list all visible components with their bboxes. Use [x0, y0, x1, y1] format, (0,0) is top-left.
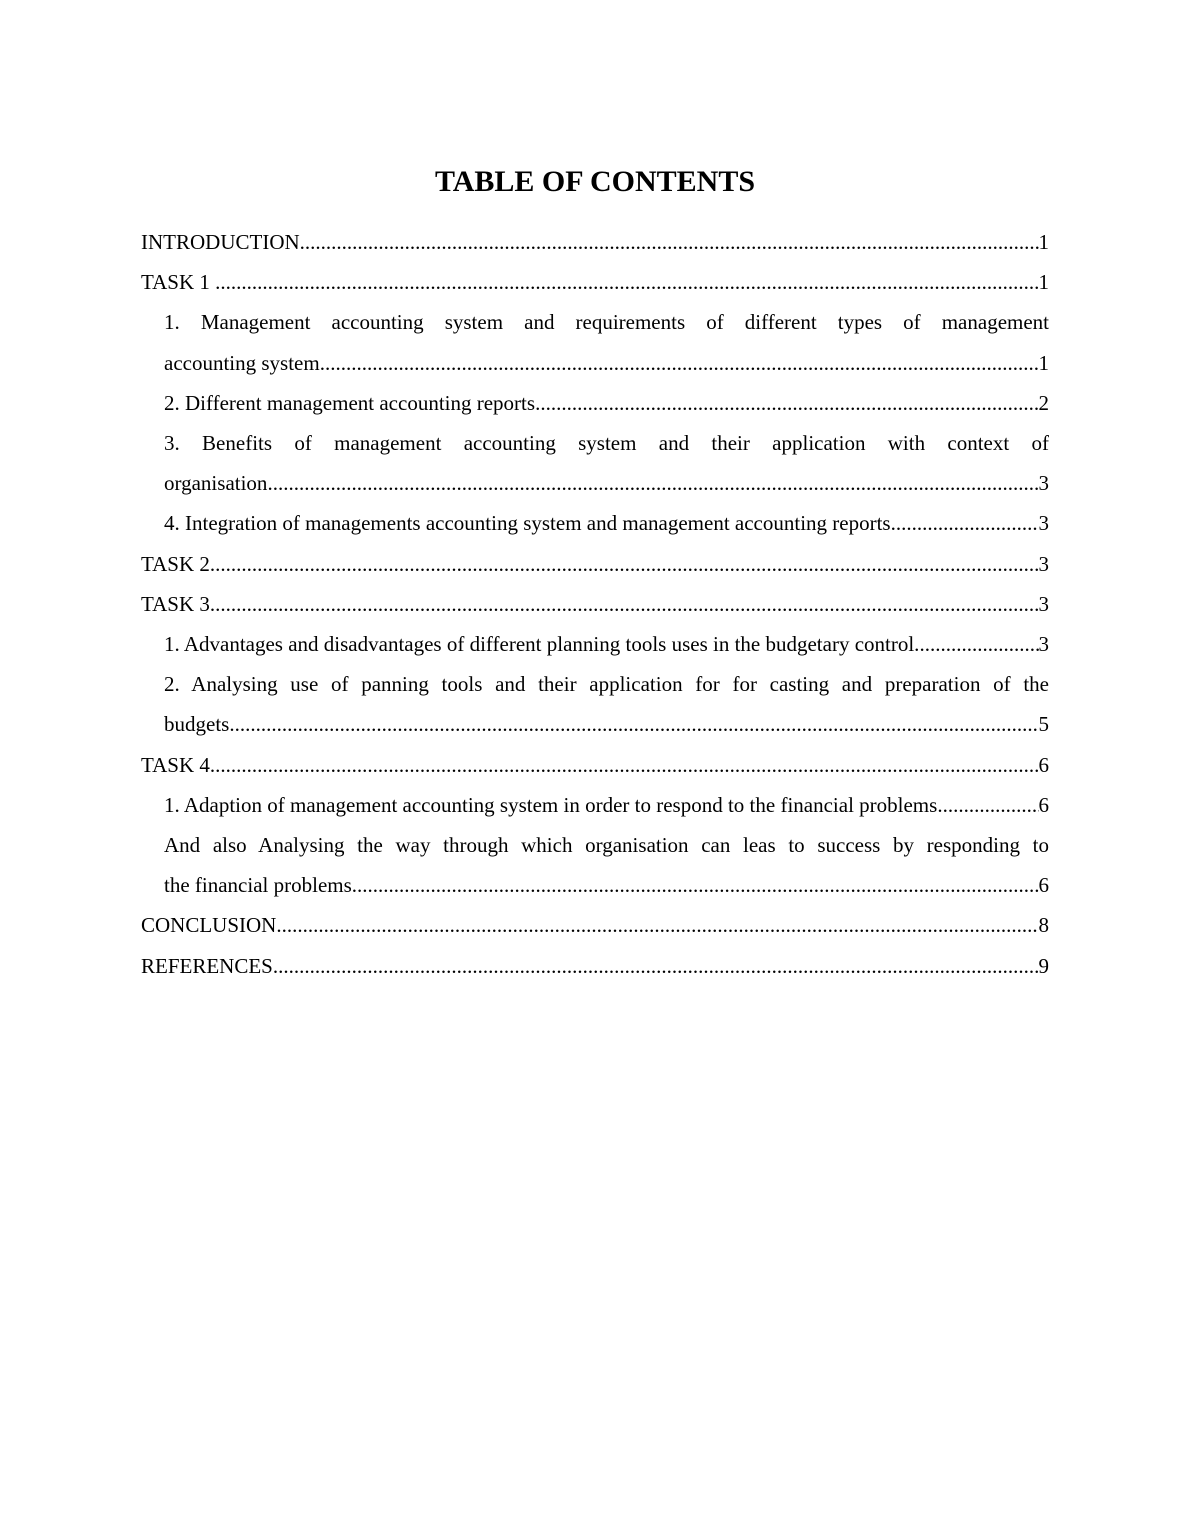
toc-entry-row [164, 503, 1049, 543]
toc-entry[interactable] [141, 584, 1049, 624]
toc-page-number: 3 [1038, 632, 1049, 657]
toc-entry[interactable] [164, 825, 1049, 905]
toc-page-number: 1 [1038, 350, 1049, 375]
toc-entry-row [164, 865, 1049, 905]
toc-page-number: 6 [1038, 792, 1049, 817]
dot-leader [891, 503, 1039, 543]
toc-entry-row [164, 383, 1049, 423]
toc-entry-label: budgets [164, 712, 230, 737]
toc-entry-row [141, 584, 1049, 624]
toc-entry[interactable] [141, 262, 1049, 302]
toc-entry-label: 1. Advantages and disadvantages of different planning tools uses in the budgetary control. [164, 632, 920, 657]
toc-entry-label: accounting system [164, 350, 320, 375]
dot-leader [210, 584, 1039, 624]
toc-entry-label: CONCLUSION [141, 913, 277, 938]
toc-entry-line: And also Analysing the way through which organisation can leas to success by responding to [164, 833, 1049, 858]
toc-entry[interactable] [141, 905, 1049, 945]
dot-leader [919, 624, 1038, 664]
dot-leader [300, 222, 1039, 262]
toc-page-number: 1 [1038, 270, 1049, 295]
dot-leader [215, 262, 1038, 302]
toc-entry-row [141, 905, 1049, 945]
toc-page-number: 3 [1038, 551, 1049, 576]
toc-entry[interactable] [141, 745, 1049, 785]
dot-leader [320, 343, 1039, 383]
toc-entry-row [141, 745, 1049, 785]
toc-entry-line: 3. Benefits of management accounting system and their application with context of [164, 431, 1049, 456]
toc-entry-label: TASK 3 [141, 591, 210, 616]
toc-page-number: 5 [1038, 712, 1049, 737]
toc-entry-line: 2. Analysing use of panning tools and their application for for casting and preparation of the [164, 672, 1049, 697]
toc-entry[interactable] [141, 222, 1049, 262]
toc-entry-row [141, 222, 1049, 262]
dot-leader [267, 463, 1038, 503]
toc-entry[interactable] [141, 946, 1049, 986]
toc-page-number: 3 [1038, 471, 1049, 496]
toc-entry-row [164, 704, 1049, 744]
dot-leader [210, 544, 1039, 584]
toc-page-number: 3 [1038, 511, 1049, 536]
dot-leader [273, 946, 1039, 986]
dot-leader [276, 905, 1038, 945]
toc-page-number: 2 [1038, 390, 1049, 415]
toc-entry-label: 2. Different management accounting reports [164, 390, 536, 415]
toc-entry-label: TASK 4 [141, 752, 210, 777]
toc-entry[interactable] [164, 664, 1049, 744]
toc-entry[interactable] [164, 423, 1049, 503]
table-of-contents [141, 222, 1049, 986]
toc-entry-row [141, 946, 1049, 986]
toc-entry-label: REFERENCES [141, 953, 273, 978]
toc-page-number: 9 [1038, 953, 1049, 978]
toc-entry-row [141, 262, 1049, 302]
toc-page-number: 8 [1038, 913, 1049, 938]
toc-page-number: 6 [1038, 873, 1049, 898]
toc-page-number: 6 [1038, 752, 1049, 777]
dot-leader [937, 785, 1038, 825]
dot-leader [352, 865, 1039, 905]
page-title: TABLE OF CONTENTS [434, 165, 756, 198]
toc-page-number: 1 [1038, 230, 1049, 254]
toc-entry-row [164, 624, 1049, 664]
toc-entry-label: the financial problems [164, 873, 352, 898]
toc-entry-label: TASK 2 [141, 551, 210, 576]
toc-entry[interactable] [164, 785, 1049, 825]
toc-entry[interactable] [164, 503, 1049, 543]
toc-entry[interactable] [164, 302, 1049, 382]
toc-page-number: 3 [1038, 591, 1049, 616]
toc-entry-label: 1. Adaption of management accounting system in order to respond to the financial problems [164, 792, 938, 817]
dot-leader [210, 745, 1039, 785]
toc-entry[interactable] [164, 624, 1049, 664]
toc-entry-row [164, 463, 1049, 503]
toc-entry[interactable] [141, 544, 1049, 584]
toc-entry-label: organisation [164, 471, 268, 496]
toc-entry-label: INTRODUCTION [141, 230, 300, 254]
toc-entry-label: TASK 1 [141, 270, 216, 295]
toc-entry-row [164, 785, 1049, 825]
toc-entry-row [141, 544, 1049, 584]
toc-entry[interactable] [164, 383, 1049, 423]
toc-entry-row [164, 343, 1049, 383]
toc-entry-line: 1. Management accounting system and requirements of different types of management [164, 310, 1049, 335]
toc-entry-label: 4. Integration of managements accounting system and management accounting reports [164, 511, 891, 536]
dot-leader [535, 383, 1038, 423]
dot-leader [229, 704, 1038, 744]
